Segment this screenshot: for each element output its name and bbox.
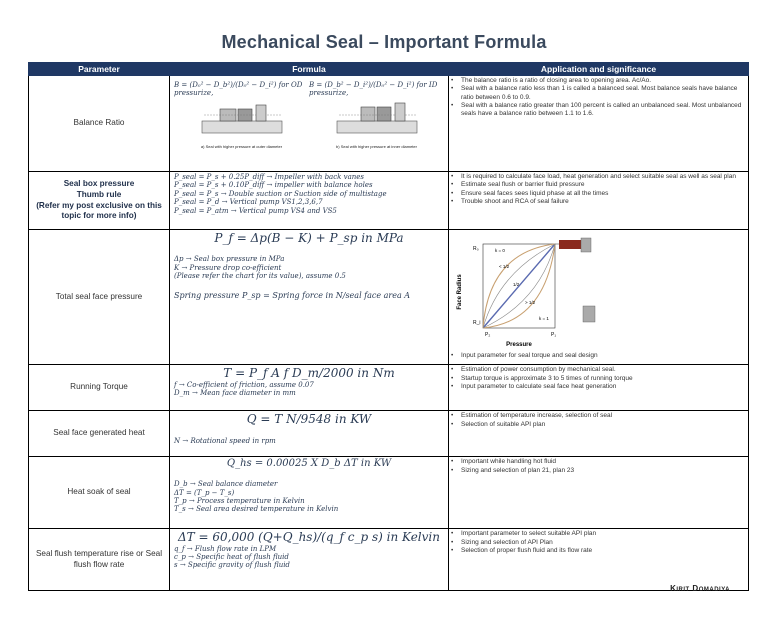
list-item: • Ensure seal faces sees liquid phase at all the times [461, 190, 748, 198]
formula-line: K → Pressure drop co-efficient [174, 263, 282, 272]
formula-line: T_p → Process temperature in Kelvin [174, 497, 305, 506]
apps-face-pressure [449, 230, 749, 365]
seal-face-lower-block [583, 306, 595, 322]
formula-torque [170, 365, 449, 411]
formula-line: c_p → Specific heat of flush fluid [174, 553, 289, 562]
formula-heat [170, 411, 449, 457]
row-balance-ratio [29, 76, 749, 172]
seal-od-drawing [198, 101, 286, 143]
chart-x-right: P₁ [551, 332, 557, 338]
formula-line: P_seal = P_s → Double suction or Suction side of multistage [174, 189, 387, 198]
chart-x-left: P₂ [485, 332, 491, 338]
apps-soak [449, 457, 749, 529]
param-running-torque: Running Torque [29, 365, 170, 411]
apps-flush [449, 529, 749, 591]
caption-od: a) Seal with higher pressure at outer diameter [200, 144, 283, 150]
formula-line: P_seal = P_s + 0.25P_diff → Impeller with back vanes [174, 173, 364, 181]
chart-y-label: Face Radius [457, 274, 463, 310]
apps-torque [449, 365, 749, 411]
list-item: • Seal with a balance ratio greater than 100 percent is called an unbalanced seal. Most unbalanced seals have a balance ratio between 1.1 to 1.6. [461, 102, 748, 119]
list-item: • Estimation of temperature increase, selection of seal [461, 412, 748, 420]
list-item: • Input parameter for seal torque and seal design [461, 352, 748, 360]
formula-soak [170, 457, 449, 529]
table-header-row [29, 63, 749, 76]
caption-id: b) Seal with higher pressure at inner diameter [336, 144, 417, 150]
param-heat-soak: Heat soak of seal [29, 457, 170, 529]
row-running-torque [29, 365, 749, 411]
row-heat-soak [29, 457, 749, 529]
author-signature: Kirit Domadiya [670, 584, 730, 593]
list-item: • Important parameter to select suitable API plan [461, 530, 748, 538]
formula-line: P_seal = P_d → Vertical pump VS1,2,3,6,7 [174, 198, 323, 207]
header-formula: Formula [170, 63, 449, 76]
chart-label-k0: k = 0 [495, 248, 505, 253]
list-item: • The balance ratio is a ratio of closing area to opening area. Ac/Ao. [461, 77, 748, 85]
formula-line: P_seal = P_s + 0.10P_diff → impeller with balance holes [174, 181, 373, 190]
formula-line: f → Co-efficient of friction, assume 0.07 [174, 380, 314, 389]
param-seal-box-pressure [29, 172, 170, 230]
seal-face-grey-block [581, 238, 591, 252]
header-application: Application and significance [449, 63, 749, 76]
chart-y-top: R₀ [473, 246, 479, 252]
param-face-heat: Seal face generated heat [29, 411, 170, 457]
list-item: • Estimate seal flush or barrier fluid pressure [461, 181, 748, 189]
chart-y-bottom: R_i [473, 320, 481, 326]
chart-label-half: 1/2 [513, 282, 520, 287]
param-balance-ratio: Balance Ratio [29, 76, 170, 172]
formula-main: ΔT = 60,000 (Q+Q_hs)/(q_f c_p s) in Kelvin [178, 530, 440, 545]
formula-od: B = (D₀² − D_b²)/(D₀² − D_i²) for OD pressurize, [174, 81, 303, 98]
formula-spring: Spring pressure P_sp = Spring force in N/seal face area A [174, 290, 411, 300]
formula-line: T_s → Seal area desired temperature in Kelvin [174, 505, 339, 514]
formula-seal-box [170, 172, 449, 230]
seal-face-red-block [559, 240, 581, 249]
seal-diagram-od [198, 101, 286, 150]
list-item: • Seal with a balance ratio less than 1 is called a balanced seal. Most balance seals have balance ratio between 0.6 to 0.9. [461, 85, 748, 102]
formula-line: ΔT = (T_p − T_s) [174, 488, 235, 497]
formula-line: q_f → Flush flow rate in LPM [174, 544, 277, 553]
row-face-heat [29, 411, 749, 457]
chart-label-more-half: > 1/2 [525, 300, 536, 305]
formula-main: P_f = Δp(B − K) + P_sp in MPa [214, 231, 404, 245]
apps-seal-box [449, 172, 749, 230]
chart-x-label: Pressure [506, 342, 532, 348]
formula-line: s → Specific gravity of flush fluid [174, 561, 290, 570]
row-total-face-pressure [29, 230, 749, 365]
chart-label-k1: k = 1 [539, 316, 549, 321]
formula-main: T = P_f A f D_m/2000 in Nm [223, 366, 395, 381]
formula-balance-ratio [170, 76, 449, 172]
formula-main: Q = T N/9548 in KW [246, 412, 372, 427]
formula-main: Q_hs = 0.00025 X D_b ΔT in KW [226, 458, 392, 470]
formula-line: P_seal = P_atm → Vertical pump VS4 and VS5 [174, 206, 337, 215]
row-seal-box-pressure [29, 172, 749, 230]
list-item: • Trouble shoot and RCA of seal failure [461, 198, 748, 206]
list-item: • Important while handling hot fluid [461, 458, 748, 466]
formula-id: B = (D_b² − D_i²)/(D₀² − D_i²) for ID pressurize, [309, 81, 438, 98]
formula-flush [170, 529, 449, 591]
apps-balance-ratio [449, 76, 749, 172]
list-item: • Sizing and selection of plan 21, plan 23 [461, 467, 748, 475]
list-item: • Startup torque is approximate 3 to 5 times of running torque [461, 375, 748, 383]
row-seal-flush [29, 529, 749, 591]
param-seal-box-text: Seal box pressure Thumb rule (Refer my post exclusive on this topic for more info) [36, 179, 162, 221]
param-total-face-pressure: Total seal face pressure [29, 230, 170, 365]
list-item: • It is required to calculate face load, heat generation and select suitable seal as well as seal plan [461, 173, 748, 181]
formula-face-pressure [170, 230, 449, 365]
list-item: • Input parameter to calculate seal face heat generation [461, 383, 748, 391]
pressure-drop-chart [455, 232, 605, 350]
formula-table [28, 62, 749, 591]
header-parameter: Parameter [29, 63, 170, 76]
formula-line: (Please refer the chart for its value), assume 0.5 [174, 272, 346, 281]
formula-line: Δp → Seal box pressure in MPa [174, 255, 285, 264]
formula-line: D_b → Seal balance diameter [174, 480, 278, 489]
list-item: • Selection of suitable API plan [461, 421, 748, 429]
list-item: • Estimation of power consumption by mechanical seal. [461, 366, 748, 374]
page-title: Mechanical Seal – Important Formula [221, 32, 547, 52]
seal-id-drawing [333, 101, 421, 143]
list-item: • Selection of proper flush fluid and its flow rate [461, 547, 748, 555]
seal-diagram-id [333, 101, 421, 150]
formula-line: D_m → Mean face diameter in mm [174, 389, 296, 398]
apps-heat [449, 411, 749, 457]
param-seal-flush: Seal flush temperature rise or Seal flush flow rate [29, 529, 170, 591]
list-item: • Sizing and selection of API Plan [461, 539, 748, 547]
formula-line: N → Rotational speed in rpm [174, 436, 276, 445]
chart-label-less-half: < 1/2 [499, 264, 510, 269]
